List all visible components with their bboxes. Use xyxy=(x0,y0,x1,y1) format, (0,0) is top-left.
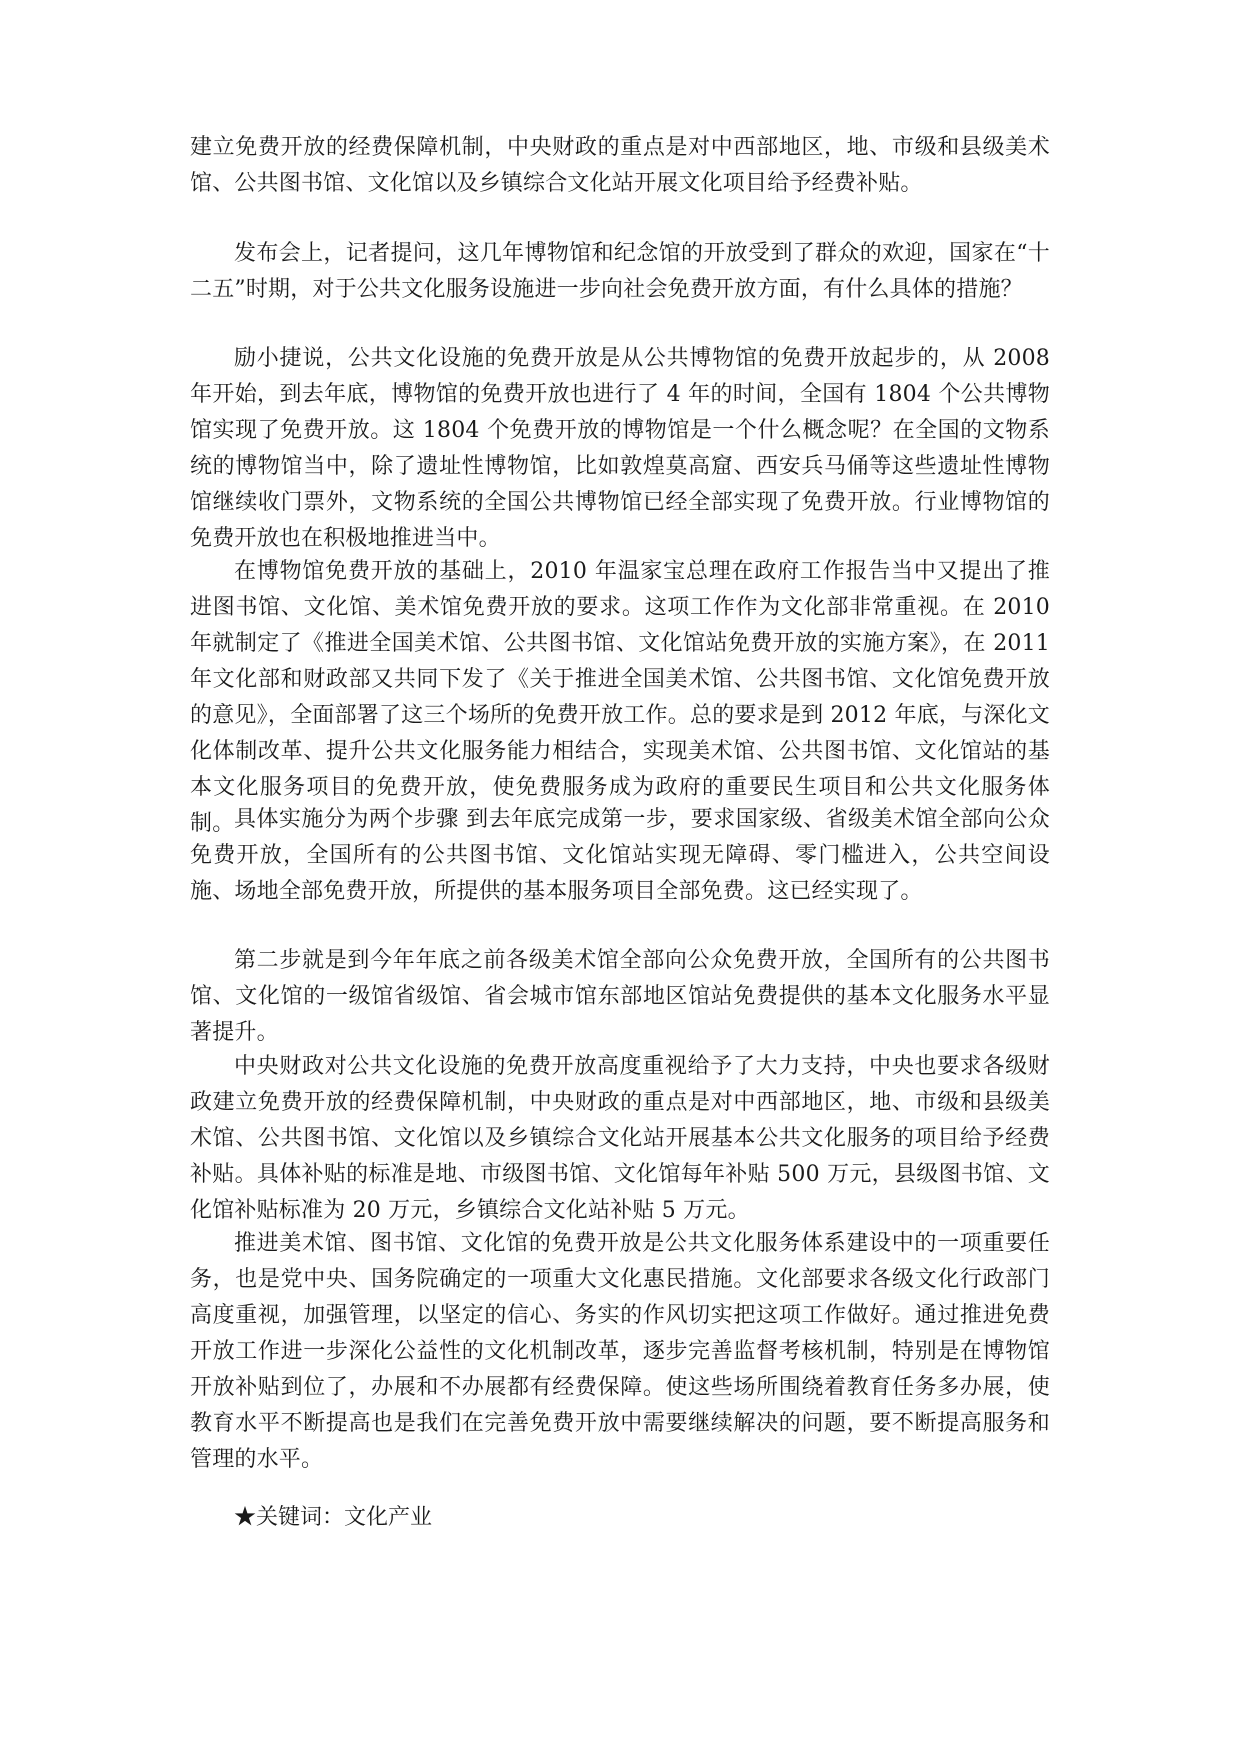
paragraph-library-free-opening: 在博物馆免费开放的基础上，2010 年温家宝总理在政府工作报告当中又提出了推进图书馆、文化馆、美术馆免费开放的要求。这项工作作为文化部非常重视。在 2010 年就制定了《推进全国美术馆、公共图书馆、文化馆站免费开放的实施方案》，在 2011 年文化部和财政部又共同下发了《关于推进全国美术馆、公共图书馆、文化馆免费开放的意见》，全面部署了这三个场所的免费开放工作。总的要求是到 2012 年底，与深化文化体制改革、提升公共文化服务能力相结合，实现美术馆、公共图书馆、文化馆站的基本文化服务项目的免费开放，使免费服务成为政府的重要民生项目和公共文化服务体制。 xyxy=(190,559,1050,836)
paragraph-continuation: 建立免费开放的经费保障机制，中央财政的重点是对中西部地区，地、市级和县级美术馆、公共图书馆、文化馆以及乡镇综合文化站开展文化项目给予经费补贴。 xyxy=(190,135,1050,196)
paragraph-step-two: 第二步就是到今年年底之前各级美术馆全部向公众免费开放，全国所有的公共图书馆、文化馆的一级馆省级馆、省会城市馆东部地区馆站免费提供的基本文化服务水平显著提升。 xyxy=(190,948,1050,1045)
paragraph-press-question: 发布会上，记者提问，这几年博物馆和纪念馆的开放受到了群众的欢迎，国家在“十二五”时期，对于公共文化服务设施进一步向社会免费开放方面，有什么具体的措施？ xyxy=(190,241,1050,302)
keywords-line: ★关键词：文化产业 xyxy=(234,1505,433,1530)
paragraph-conclusion: 推进美术馆、图书馆、文化馆的免费开放是公共文化服务体系建设中的一项重要任务，也是党中央、国务院确定的一项重大文化惠民措施。文化部要求各级文化行政部门高度重视，加强管理，以坚定的信心、务实的作风切实把这项工作做好。通过推进免费开放工作进一步深化公益性的文化机制改革，逐步完善监督考核机制，特别是在博物馆开放补贴到位了，办展和不办展都有经费保障。使这些场所围绕着教育任务多办展，使教育水平不断提高也是我们在完善免费开放中需要继续解决的问题，要不断提高服务和管理的水平。 xyxy=(190,1231,1050,1472)
paragraph-museum-free-opening: 励小捷说，公共文化设施的免费开放是从公共博物馆的免费开放起步的，从 2008 年开始，到去年底，博物馆的免费开放也进行了 4 年的时间，全国有 1804 个公共博物馆实现了免费开放。这 1804 个免费开放的博物馆是一个什么概念呢？在全国的文物系统的博物馆当中，除了遗址性博物馆，比如敦煌莫高窟、西安兵马俑等这些遗址性博物馆继续收门票外，文物系统的全国公共博物馆已经全部实现了免费开放。行业博物馆的免费开放也在积极地推进当中。 xyxy=(190,346,1050,551)
paragraph-step-one: 具体实施分为两个步骤 到去年底完成第一步，要求国家级、省级美术馆全部向公众免费开放，全国所有的公共图书馆、文化馆站实现无障碍、零门槛进入，公共空间设施、场地全部免费开放，所提供的基本服务项目全部免费。这已经实现了。 xyxy=(190,807,1050,904)
paragraph-central-funding: 中央财政对公共文化设施的免费开放高度重视给予了大力支持，中央也要求各级财政建立免费开放的经费保障机制，中央财政的重点是对中西部地区，地、市级和县级美术馆、公共图书馆、文化馆以及乡镇综合文化站开展基本公共文化服务的项目给予经费补贴。具体补贴的标准是地、市级图书馆、文化馆每年补贴 500 万元，县级图书馆、文化馆补贴标准为 20 万元，乡镇综合文化站补贴 5 万元。 xyxy=(190,1054,1050,1223)
